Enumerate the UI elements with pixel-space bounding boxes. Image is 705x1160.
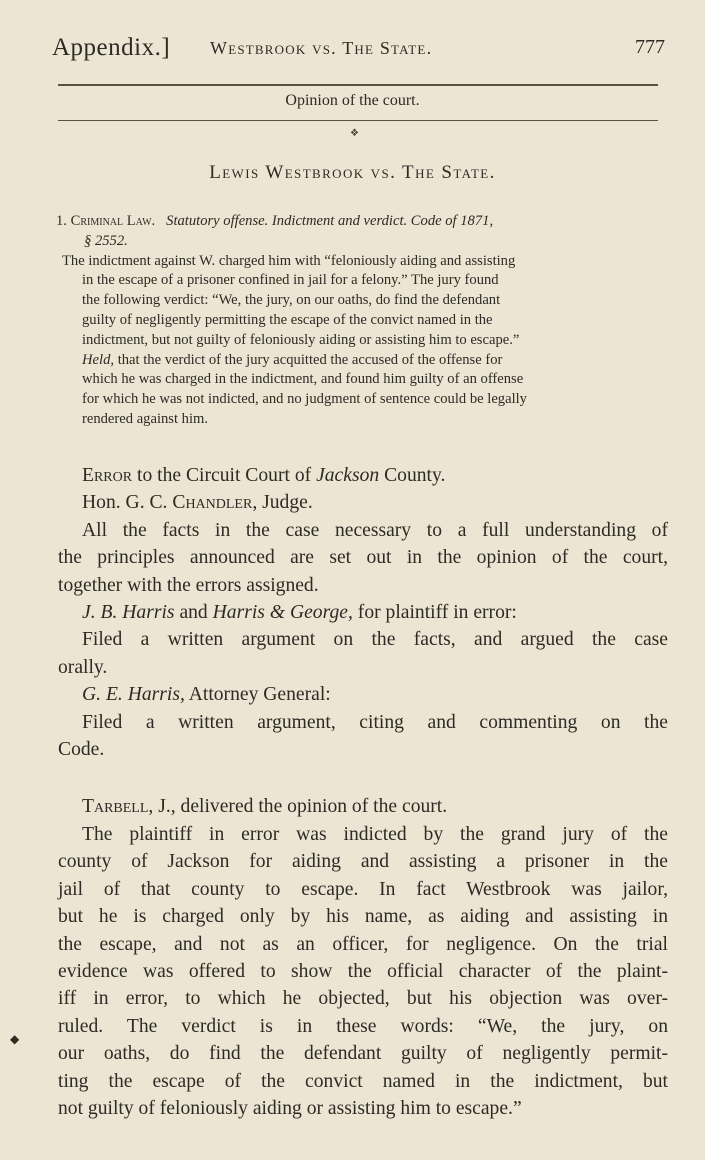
counsel-1-filed: orally. bbox=[58, 656, 108, 678]
opinion-line: jail of that county to escape. In fact Westbrook was jailor, bbox=[58, 878, 668, 900]
header-rule-bottom bbox=[58, 120, 658, 121]
headnote-line: the following verdict: “We, the jury, on our oaths, do find the defendant bbox=[82, 292, 501, 309]
counsel-1-name: J. B. Harris bbox=[82, 602, 175, 624]
headnote-line: rendered against him. bbox=[82, 410, 209, 427]
opinion-line: evidence was offered to show the official character of the plaint- bbox=[58, 960, 668, 982]
judge-line bbox=[58, 489, 668, 516]
opinion-line: ruled. The verdict is in these words: “We, the jury, on bbox=[58, 1015, 668, 1037]
opinion-intro bbox=[58, 793, 668, 820]
headnote-line: indictment, but not guilty of feloniously aiding or assisting him to escape.” bbox=[82, 331, 520, 348]
header-appendix: Appendix.] bbox=[52, 34, 171, 61]
judge-prefix: Hon. G. C. bbox=[82, 492, 168, 514]
facts-line: together with the errors assigned. bbox=[58, 574, 319, 596]
opinion-intro-text: , J., delivered the opinion of the court. bbox=[148, 796, 448, 818]
opinion-line: not guilty of feloniously aiding or assisting him to escape.” bbox=[58, 1097, 522, 1119]
opinion-line: our oaths, do find the defendant guilty of negligently permit- bbox=[58, 1043, 668, 1065]
opinion-line: county of Jackson for aiding and assisting a prisoner in the bbox=[58, 851, 668, 873]
headnote-line: The indictment against W. charged him with “feloniously aiding and assisting bbox=[62, 252, 516, 269]
counsel-1-role: for plaintiff in error: bbox=[357, 602, 517, 624]
counsel-1-and: and bbox=[179, 602, 208, 624]
counsel-2-line bbox=[58, 681, 668, 708]
headnote-line: guilty of negligently permitting the escape of the convict named in the bbox=[82, 311, 493, 328]
counsel-1-filed: Filed a written argument on the facts, and argued the case bbox=[82, 629, 668, 651]
counsel-2-name: G. E. Harris, bbox=[82, 684, 185, 706]
opinion-line: The plaintiff in error was indicted by the grand jury of the bbox=[82, 823, 668, 845]
ornament-mark: ❖ bbox=[350, 128, 359, 139]
opinion-line: ting the escape of the convict named in the indictment, but bbox=[58, 1070, 668, 1092]
case-body bbox=[58, 462, 668, 1122]
headnote-line: that the verdict of the jury acquitted the accused of the offense for bbox=[117, 351, 503, 368]
headnote-line: which he was charged in the indictment, and found him guilty of an offense bbox=[82, 371, 524, 388]
judge-name: Chandler bbox=[172, 492, 253, 514]
error-text: to the Circuit Court of bbox=[137, 465, 312, 486]
opinion-line: but he is charged only by his name, as aiding and assisting in bbox=[58, 906, 668, 928]
header-rule-top bbox=[58, 84, 658, 86]
section-subheading: Opinion of the court. bbox=[285, 92, 420, 109]
error-county: Jackson bbox=[316, 465, 380, 486]
headnote-number: 1. bbox=[56, 213, 67, 229]
headnote-topic-line bbox=[56, 212, 668, 232]
header-case-name: Westbrook vs. The State. bbox=[210, 38, 433, 58]
running-header bbox=[52, 34, 665, 68]
facts-line: All the facts in the case necessary to a full understanding of bbox=[82, 519, 668, 541]
headnote-held: Held, bbox=[82, 351, 115, 368]
counsel-2-filed: Code. bbox=[58, 739, 105, 761]
headnote bbox=[56, 212, 668, 430]
facts-line: the principles announced are set out in the opinion of the court, bbox=[58, 547, 668, 569]
error-label: Error bbox=[82, 465, 133, 486]
judge-suffix: , Judge. bbox=[252, 492, 313, 514]
counsel-2-role: Attorney General: bbox=[188, 684, 331, 706]
error-text-end: County. bbox=[384, 465, 446, 486]
counsel-1-firm: Harris & George, bbox=[212, 602, 353, 624]
opinion-line: iff in error, to which he objected, but his objection was over- bbox=[58, 988, 668, 1010]
headnote-line: for which he was not indicted, and no judgment of sentence could be legally bbox=[82, 391, 527, 408]
counsel-1-line bbox=[58, 599, 668, 626]
headnote-line: in the escape of a prisoner confined in jail for a felony.” The jury found bbox=[82, 272, 499, 289]
headnote-section: § 2552. bbox=[84, 232, 128, 249]
margin-dot: ◆ bbox=[10, 1032, 20, 1046]
headnote-held-line bbox=[56, 351, 668, 371]
paragraph-gap bbox=[58, 763, 668, 793]
case-title: Lewis Westbrook vs. The State. bbox=[209, 162, 496, 183]
opinion-line: the escape, and not as an officer, for negligence. On the trial bbox=[58, 933, 668, 955]
opinion-judge: Tarbell bbox=[82, 796, 149, 818]
headnote-topic: Criminal Law. bbox=[70, 213, 156, 229]
error-line bbox=[58, 462, 668, 489]
counsel-2-filed: Filed a written argument, citing and commenting on the bbox=[82, 711, 668, 733]
page-number: 777 bbox=[635, 36, 665, 58]
headnote-tags: Statutory offense. Indictment and verdict. Code of 1871, bbox=[166, 213, 494, 229]
